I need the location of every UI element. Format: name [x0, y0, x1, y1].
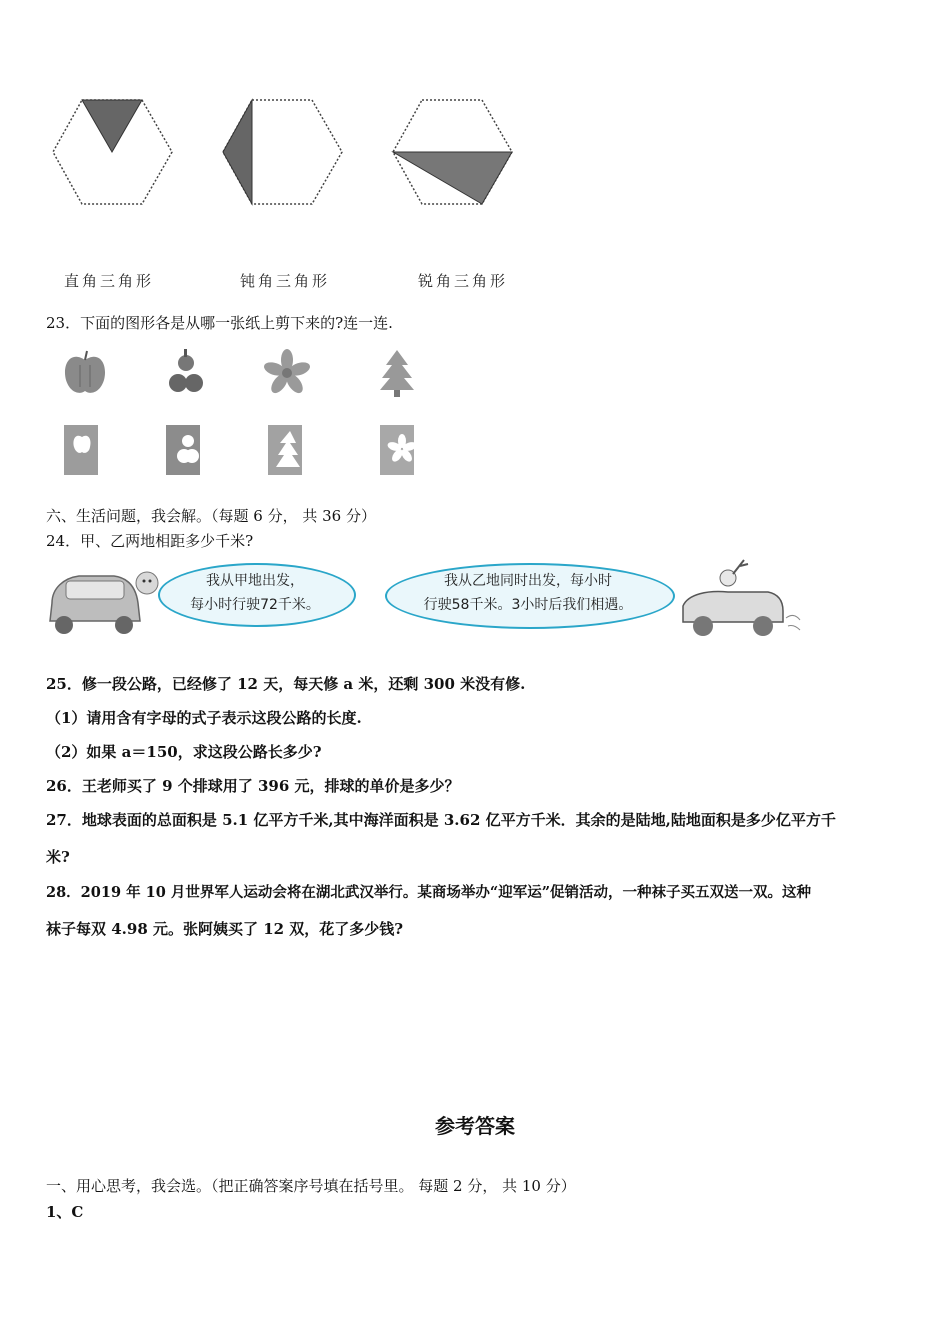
- hexagon-obtuse-triangle-figure: [220, 95, 345, 210]
- question-26: 26．王老师买了 9 个排球用了 396 元，排球的单价是多少？: [46, 777, 460, 795]
- answers-title: 参考答案: [435, 1114, 515, 1138]
- question-27-line-1: 27．地球表面的总面积是 5.1 亿平方千米,其中海洋面积是 3.62 亿平方千米．其余的是陆地,陆地面积是多少亿平方千: [46, 811, 836, 829]
- caption-right-triangle: 直角三角形: [64, 272, 155, 290]
- apple-shape-icon: [60, 345, 110, 400]
- car-left-illustration: [44, 563, 159, 638]
- bubble-right-line-1: 我从乙地同时出发，每小时: [444, 573, 612, 589]
- question-27-line-2: 米?: [46, 848, 70, 866]
- question-25-part-1: （1）请用含有字母的式子表示这段公路的长度.: [46, 709, 362, 727]
- paper-sheet-3: [266, 423, 306, 478]
- hexagon-right-triangle: [50, 95, 175, 210]
- caption-acute-triangle: 锐角三角形: [418, 272, 509, 290]
- answers-section-1: 一、用心思考，我会选。（把正确答案序号填在括号里。 每题 2 分， 共 10 分）: [46, 1177, 576, 1195]
- tree-shape-icon: [372, 345, 422, 400]
- caption-obtuse-triangle: 钝角三角形: [240, 272, 331, 290]
- bubble-left-line-2: 每小时行驶72千米。: [190, 597, 320, 613]
- hexagon-obtuse-triangle: [220, 95, 345, 210]
- gourd-shape-icon: [160, 345, 210, 400]
- section-6-heading: 六、生活问题，我会解。（每题 6 分， 共 36 分）: [46, 507, 376, 525]
- question-28-line-1: 28．2019 年 10 月世界军人运动会将在湖北武汉举行。某商场举办“迎军运”促销活动，一种袜子买五双送一双。这种: [46, 884, 812, 901]
- question-25-part-2: （2）如果 a＝150，求这段公路长多少?: [46, 743, 322, 761]
- hexagon-right-triangle-figure: [50, 95, 175, 210]
- hexagon-acute-triangle-figure: [390, 95, 515, 210]
- car-right-illustration: [678, 556, 803, 641]
- question-24: 24．甲、乙两地相距多少千米?: [46, 532, 254, 550]
- bubble-left-line-1: 我从甲地出发，: [206, 573, 304, 589]
- answer-1: 1、C: [46, 1203, 84, 1221]
- question-25: 25．修一段公路，已经修了 12 天，每天修 a 米，还剩 300 米没有修.: [46, 675, 526, 693]
- hexagon-acute-triangle: [390, 95, 515, 210]
- paper-sheet-4: [378, 423, 418, 478]
- flower-shape-icon: [262, 345, 312, 400]
- paper-sheet-2: [164, 423, 204, 478]
- bubble-right-line-2: 行驶58千米。3小时后我们相遇。: [423, 597, 633, 613]
- question-23: 23．下面的图形各是从哪一张纸上剪下来的?连一连.: [46, 314, 393, 332]
- question-28-line-2: 袜子每双 4.98 元。张阿姨买了 12 双，花了多少钱?: [46, 920, 404, 938]
- paper-sheet-1: [62, 423, 102, 478]
